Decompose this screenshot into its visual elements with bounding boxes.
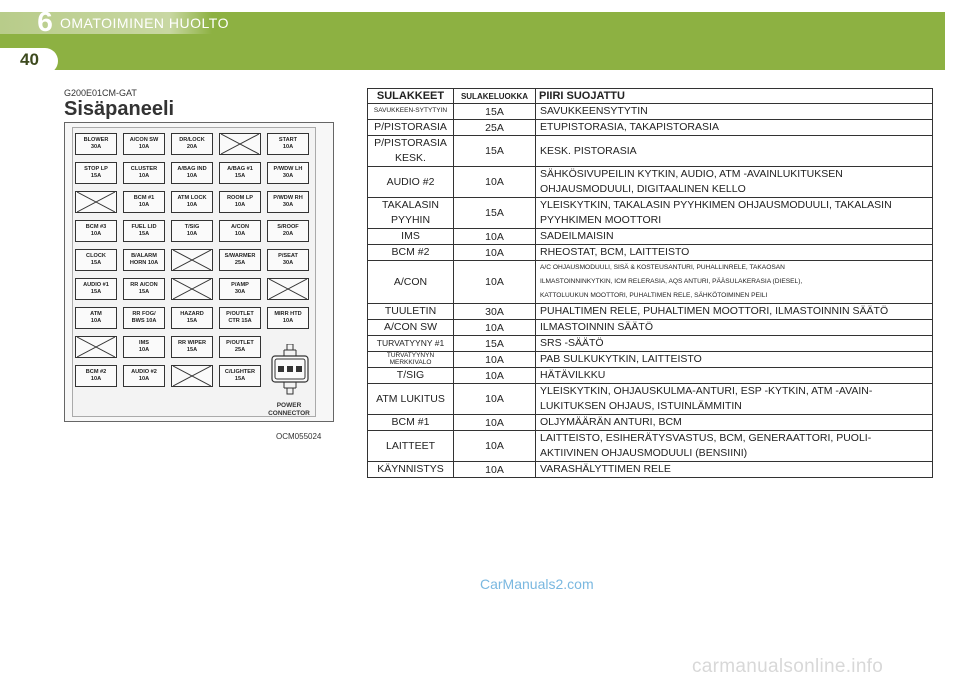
circuit-cell (536, 167, 933, 198)
fuse-slot (267, 133, 309, 155)
fuse-amp: 15A (138, 231, 150, 237)
section-title: Sisäpaneeli (64, 98, 175, 120)
fuse-name: ROOM LP (226, 195, 254, 201)
fuse-slot-empty (171, 278, 213, 300)
rating-cell: 15A (454, 136, 536, 167)
fuse-amp: 25A (234, 347, 246, 353)
fuse-amp: 30A (282, 260, 294, 266)
fuse-slot (123, 278, 165, 300)
circuit-line: KESK. PISTORASIA (540, 144, 637, 157)
fuse-slot (171, 133, 213, 155)
fuse-name: P/OUTLET (226, 311, 254, 317)
fuse-amp: 10A (90, 376, 102, 382)
circuit-line: SRS -SÄÄTÖ (540, 337, 604, 349)
fuse-name: MIRR HTD (274, 311, 302, 317)
fuse-name: HAZARD (180, 311, 204, 317)
rating-cell: 10A (454, 431, 536, 462)
circuit-line: ETUPISTORASIA, TAKAPISTORASIA (540, 121, 719, 133)
circuit-line: LAITTEISTO, ESIHERÄTYSVASTUS, BCM, GENERAATTORI, PUOLI- (540, 432, 872, 444)
fuse-name: AUDIO #1 (83, 282, 109, 288)
fuse-slot (75, 249, 117, 271)
rating-cell: 10A (454, 167, 536, 198)
fuse-slot (123, 307, 165, 329)
power-connector-icon (270, 344, 310, 398)
rating-cell: 15A (454, 336, 536, 352)
table-row (368, 304, 933, 320)
fuse-name: RR WIPER (178, 340, 206, 346)
fuse-slot (75, 278, 117, 300)
fuse-slot (75, 162, 117, 184)
circuit-line: AKTIIVINEN OHJAUSMODUULI (BENSIINI) (540, 447, 748, 459)
fuse-amp: 10A (234, 202, 246, 208)
fuse-cell: P/PISTORASIA KESK. (368, 136, 454, 167)
circuit-line: PAB SULKUKYTKIN, LAITTEISTO (540, 353, 702, 365)
fuse-name: S/ROOF (277, 224, 299, 230)
table-row (368, 415, 933, 431)
fuse-amp: 25A (234, 260, 246, 266)
table-row (368, 368, 933, 384)
circuit-cell (536, 462, 933, 478)
fuse-amp: 20A (186, 144, 198, 150)
fuse-slot (219, 249, 261, 271)
circuit-line: OLJYMÄÄRÄN ANTURI, BCM (540, 416, 682, 428)
fuse-amp: 15A (234, 376, 246, 382)
circuit-cell (536, 104, 933, 120)
circuit-line: OHJAUSMODUULI, DIGITAALINEN KELLO (540, 183, 746, 195)
circuit-cell (536, 304, 933, 320)
fuse-amp: 10A (186, 231, 198, 237)
fuse-table (367, 88, 933, 478)
fuse-amp: BWS 10A (131, 318, 157, 324)
fuse-slot (171, 336, 213, 358)
circuit-cell (536, 384, 933, 415)
fuse-name: A/CON (230, 224, 250, 230)
fuse-cell: TUULETIN (368, 304, 454, 320)
fuse-slot (219, 220, 261, 242)
table-row (368, 431, 933, 462)
fuse-amp: 10A (138, 376, 150, 382)
circuit-line: YLEISKYTKIN, OHJAUSKULMA-ANTURI, ESP -KYTKIN, ATM -AVAIN- (540, 385, 873, 397)
fuse-slot (123, 191, 165, 213)
fuse-slot (123, 365, 165, 387)
circuit-cell (536, 336, 933, 352)
circuit-line: LUKITUKSEN OHJAUS, ISTUINLÄMMITIN (540, 400, 742, 412)
fuse-slot (123, 249, 165, 271)
fuse-slot (267, 162, 309, 184)
table-row (368, 136, 933, 167)
empty-slot-icon (77, 192, 115, 212)
rating-cell: 10A (454, 261, 536, 304)
fuse-slot (171, 162, 213, 184)
circuit-line: ILMASTOINNINKYTKIN, ICM RELERASIA, AQS ANTURI, PÄÄSULAKERASIA (DIESEL), (540, 278, 803, 285)
fuse-name: A/CON SW (129, 137, 159, 143)
circuit-cell (536, 198, 933, 229)
fuse-slot (123, 133, 165, 155)
fuse-amp: 10A (138, 202, 150, 208)
fuse-name: T/SIG (184, 224, 200, 230)
fuse-cell: P/PISTORASIA (368, 120, 454, 136)
fuse-amp: 10A (282, 144, 294, 150)
rating-cell: 15A (454, 104, 536, 120)
fuse-name: P/SEAT (278, 253, 298, 259)
fuse-name: BCM #1 (133, 195, 155, 201)
circuit-line: RHEOSTAT, BCM, LAITTEISTO (540, 246, 690, 258)
fuse-slot (75, 220, 117, 242)
empty-slot-icon (173, 250, 211, 270)
fuse-name: P/AMP (231, 282, 249, 288)
circuit-cell (536, 320, 933, 336)
fuse-cell: KÄYNNISTYS (368, 462, 454, 478)
fuse-slot (123, 220, 165, 242)
fuse-cell: A/CON (368, 261, 454, 304)
header-rating: SULAKELUOKKA (454, 89, 536, 104)
fuse-slot-empty (75, 336, 117, 358)
table-row (368, 462, 933, 478)
fuse-amp: 15A (138, 289, 150, 295)
fuse-slot (219, 278, 261, 300)
table-row (368, 104, 933, 120)
fuse-slot (267, 191, 309, 213)
fuse-slot-empty (219, 133, 261, 155)
fuse-name: A/BAG IND (177, 166, 207, 172)
figure-code: OCM055024 (276, 432, 322, 441)
fuse-slot (267, 249, 309, 271)
fuse-amp: 30A (90, 144, 102, 150)
rating-cell: 10A (454, 352, 536, 368)
fuse-name: S/WARMER (224, 253, 256, 259)
fuse-slot-empty (267, 278, 309, 300)
page-number: 40 (20, 50, 39, 69)
fuse-slot (75, 307, 117, 329)
fuse-amp: 15A (234, 173, 246, 179)
fuse-cell: A/CON SW (368, 320, 454, 336)
fuse-amp: 10A (138, 347, 150, 353)
fuse-panel-inner (72, 127, 316, 417)
circuit-line: SAVUKKEENSYTYTIN (540, 105, 648, 117)
fuse-amp: 10A (138, 144, 150, 150)
rating-cell: 25A (454, 120, 536, 136)
fuse-amp: 30A (282, 202, 294, 208)
watermark-carmanuals2[interactable]: CarManuals2.com (480, 576, 594, 592)
fuse-name: RR A/CON (130, 282, 158, 288)
fuse-slot-empty (171, 365, 213, 387)
fuse-cell: BCM #1 (368, 415, 454, 431)
fuse-slot (171, 191, 213, 213)
document-code: G200E01CM-GAT (64, 88, 137, 98)
fuse-name: AUDIO #2 (131, 369, 157, 375)
fuse-name: BCM #2 (85, 369, 107, 375)
fuse-name: START (278, 137, 298, 143)
fuse-cell: TURVATYYNY #1 (368, 336, 454, 352)
fuse-name: C/LIGHTER (224, 369, 256, 375)
fuse-slot (123, 162, 165, 184)
connector-label-line2: CONNECTOR (268, 410, 310, 417)
circuit-cell (536, 352, 933, 368)
circuit-line: SADEILMAISIN (540, 230, 614, 242)
fuse-amp: 15A (186, 347, 198, 353)
chapter-number: 6 (37, 6, 53, 37)
power-connector-label (259, 402, 319, 418)
circuit-line: ILMASTOINNIN SÄÄTÖ (540, 321, 653, 333)
rating-cell: 10A (454, 229, 536, 245)
fuse-name: BLOWER (83, 137, 109, 143)
chapter-title: OMATOIMINEN HUOLTO (60, 15, 229, 31)
fuse-cell: TURVATYYNYN MERKKIVALO (368, 352, 454, 368)
rating-cell: 10A (454, 245, 536, 261)
table-row (368, 336, 933, 352)
fuse-amp: 30A (234, 289, 246, 295)
fuse-amp: 10A (282, 318, 294, 324)
fuse-slot (219, 365, 261, 387)
rating-cell: 10A (454, 320, 536, 336)
fuse-slot (75, 133, 117, 155)
fuse-name: P/WDW LH (273, 166, 303, 172)
circuit-cell (536, 229, 933, 245)
fuse-name: BCM #3 (85, 224, 107, 230)
empty-slot-icon (269, 279, 307, 299)
fuse-cell: BCM #2 (368, 245, 454, 261)
circuit-line: YLEISKYTKIN, TAKALASIN PYYHKIMEN OHJAUSMODUULI, TAKALASIN (540, 199, 892, 211)
table-row (368, 320, 933, 336)
table-row (368, 261, 933, 304)
rating-cell: 10A (454, 415, 536, 431)
fuse-cell: IMS (368, 229, 454, 245)
fuse-slot (267, 220, 309, 242)
circuit-line: SÄHKÖSIVUPEILIN KYTKIN, AUDIO, ATM -AVAINLUKITUKSEN (540, 168, 843, 180)
fuse-name: FUEL LID (131, 224, 157, 230)
table-row (368, 245, 933, 261)
table-row (368, 384, 933, 415)
fuse-slot (219, 191, 261, 213)
fuse-slot-empty (171, 249, 213, 271)
fuse-slot-empty (75, 191, 117, 213)
fuse-cell: TAKALASIN PYYHIN (368, 198, 454, 229)
fuse-name: IMS (139, 340, 149, 346)
circuit-cell (536, 245, 933, 261)
rating-cell: 15A (454, 198, 536, 229)
fuse-name: B/ALARM (131, 253, 157, 259)
fuse-amp: HORN 10A (129, 260, 159, 266)
circuit-cell (536, 120, 933, 136)
page-number-tab (0, 48, 58, 74)
fuse-cell: T/SIG (368, 368, 454, 384)
fuse-name: A/BAG #1 (227, 166, 253, 172)
circuit-line: PYYHKIMEN MOOTTORI (540, 214, 662, 226)
fuse-slot (75, 365, 117, 387)
fuse-name: P/OUTLET (226, 340, 254, 346)
table-header-row (368, 89, 933, 104)
fuse-cell: ATM LUKITUS (368, 384, 454, 415)
rating-cell: 10A (454, 462, 536, 478)
fuse-name: ATM LOCK (177, 195, 207, 201)
fuse-slot (219, 336, 261, 358)
fuse-slot (171, 220, 213, 242)
fuse-amp: 30A (282, 173, 294, 179)
empty-slot-icon (221, 134, 259, 154)
table-row (368, 167, 933, 198)
rating-cell: 30A (454, 304, 536, 320)
fuse-amp: 10A (186, 202, 198, 208)
fuse-panel-diagram (64, 122, 334, 422)
fuse-name: STOP LP (84, 166, 108, 172)
fuse-amp: 10A (138, 173, 150, 179)
fuse-amp: 15A (90, 260, 102, 266)
fuse-cell: LAITTEET (368, 431, 454, 462)
fuse-amp: 15A (90, 289, 102, 295)
fuse-slot (219, 307, 261, 329)
fuse-slot (267, 307, 309, 329)
empty-slot-icon (173, 366, 211, 386)
fuse-amp: 10A (234, 231, 246, 237)
circuit-line: KATTOLUUKUN MOOTTORI, PUHALTIMEN RELE, SÄHKÖTOIMINEN PEILI (540, 292, 768, 299)
table-row (368, 229, 933, 245)
fuse-name: ATM (90, 311, 102, 317)
connector-label-line1: POWER (276, 402, 302, 409)
fuse-amp: 15A (186, 318, 198, 324)
header-fuses: SULAKKEET (368, 89, 454, 104)
table-row (368, 120, 933, 136)
empty-slot-icon (77, 337, 115, 357)
header-circuit: PIIRI SUOJATTU (536, 89, 933, 104)
fuse-name: CLUSTER (130, 166, 158, 172)
fuse-name: DR/LOCK (179, 137, 205, 143)
fuse-name: P/WDW RH (273, 195, 303, 201)
table-row (368, 352, 933, 368)
fuse-slot (219, 162, 261, 184)
circuit-line: A/C OHJAUSMODUULI, SISÄ & KOSTEUSANTURI, PUHALLINRELE, TAKAOSAN (540, 264, 785, 271)
circuit-cell (536, 415, 933, 431)
rating-cell: 10A (454, 384, 536, 415)
watermark-carmanualsonline: carmanualsonline.info (692, 656, 884, 677)
fuse-cell: SAVUKKEEN-SYTYTYIN (368, 104, 454, 120)
fuse-amp: 10A (90, 231, 102, 237)
empty-slot-icon (173, 279, 211, 299)
fuse-amp: 10A (90, 318, 102, 324)
fuse-amp: 20A (282, 231, 294, 237)
circuit-cell (536, 431, 933, 462)
circuit-cell (536, 368, 933, 384)
circuit-line: VARASHÄLYTTIMEN RELE (540, 463, 671, 475)
circuit-line: HÄTÄVILKKU (540, 369, 606, 381)
fuse-slot (171, 307, 213, 329)
fuse-cell: AUDIO #2 (368, 167, 454, 198)
circuit-cell (536, 136, 933, 167)
table-row (368, 198, 933, 229)
fuse-amp: CTR 15A (228, 318, 252, 324)
fuse-amp: 10A (186, 173, 198, 179)
fuse-amp: 15A (90, 173, 102, 179)
fuse-name: RR FOG/ (132, 311, 156, 317)
fuse-slot (123, 336, 165, 358)
fuse-name: CLOCK (86, 253, 106, 259)
circuit-line: PUHALTIMEN RELE, PUHALTIMEN MOOTTORI, ILMASTOINNIN SÄÄTÖ (540, 305, 889, 317)
circuit-cell (536, 261, 933, 304)
rating-cell: 10A (454, 368, 536, 384)
